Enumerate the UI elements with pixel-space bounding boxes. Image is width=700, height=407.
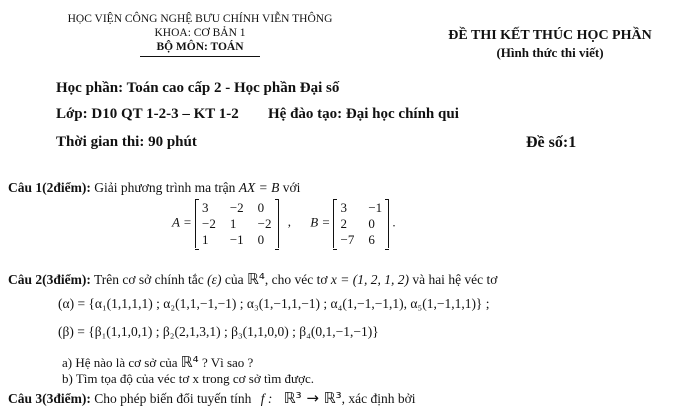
matrix-a-cell: −2 bbox=[257, 216, 272, 231]
q1-matrices: A = 3 −2 0 −2 1 −2 1 −1 0 , B = 3 −1 2 0 −7 6 . bbox=[172, 200, 396, 247]
department-name: BỘ MÔN: TOÁN bbox=[156, 41, 244, 53]
matrix-a-cell: −1 bbox=[229, 232, 244, 247]
q2-text1: Trên cơ sở chính tắc bbox=[94, 272, 204, 287]
q2-part-b: b) Tìm tọa độ của véc tơ x trong cơ sở tìm được. bbox=[62, 371, 315, 386]
r4-symbol-a: ℝ⁴ bbox=[180, 353, 199, 371]
question-3 bbox=[8, 389, 416, 407]
exam-number: Đề số:1 bbox=[526, 134, 577, 151]
question-1 bbox=[8, 180, 300, 196]
alpha-system: (α) = {α₁(1,1,1,1) ; α₂(1,1,−1,−1) ; α₃(1,−1,1,−1) ; α₄(1,−1,−1,1), α₅(1,−1,1,1)} ; bbox=[58, 296, 490, 311]
beta-system: (β) = {β₁(1,1,0,1) ; β₂(2,1,3,1) ; β₃(1,1,0,0) ; β₄(0,1,−1,−1)} bbox=[58, 324, 379, 339]
matrix-b-cell: 0 bbox=[368, 216, 375, 231]
institute-name: HỌC VIỆN CÔNG NGHỆ BƯU CHÍNH VIỄN THÔNG bbox=[67, 13, 333, 25]
header-left bbox=[20, 12, 380, 57]
matrix-a bbox=[195, 199, 279, 248]
header-divider bbox=[140, 56, 260, 57]
exam-title: ĐỀ THI KẾT THÚC HỌC PHẦN bbox=[448, 28, 652, 43]
duration-line: Thời gian thi: 90 phút bbox=[56, 134, 197, 150]
exam-subtitle: (Hình thức thi viết) bbox=[496, 45, 604, 60]
training-line: Hệ đào tạo: Đại học chính qui bbox=[268, 106, 459, 122]
matrix-a-cell: 1 bbox=[229, 216, 237, 231]
matrix-b-cell: 3 bbox=[340, 200, 347, 215]
question-2 bbox=[8, 270, 497, 288]
q1-equation: AX = B bbox=[238, 180, 280, 195]
matrix-a-cell: −2 bbox=[229, 200, 244, 215]
q2-text3: , cho véc tơ bbox=[264, 272, 328, 287]
faculty-name: KHOA: CƠ BẢN 1 bbox=[154, 27, 246, 39]
q2-text4: và hai hệ véc tơ bbox=[412, 272, 498, 287]
q2-part-a-end: ? Vì sao ? bbox=[201, 355, 254, 370]
matrix-a-cell: 0 bbox=[257, 232, 265, 247]
matrix-a-cell: 0 bbox=[257, 200, 265, 215]
q2-basis: (ε) bbox=[207, 272, 222, 287]
matrix-a-cell: −2 bbox=[201, 216, 216, 231]
q2-text2: của bbox=[224, 272, 244, 287]
q3-label: Câu 3(3điểm): bbox=[8, 391, 91, 406]
matrix-b-cell: −1 bbox=[368, 200, 383, 215]
q3-map: ℝ³ → ℝ³ bbox=[283, 389, 342, 407]
matrix-b-cell: 6 bbox=[368, 232, 375, 247]
course-line: Học phần: Toán cao cấp 2 - Học phần Đại số bbox=[56, 80, 340, 96]
matrix-a-cell: 3 bbox=[201, 200, 209, 215]
q2-label: Câu 2(3điểm): bbox=[8, 272, 91, 287]
matrix-a-label: A = bbox=[172, 214, 192, 230]
q2-part-a-text: a) Hệ nào là cơ sở của bbox=[62, 355, 178, 370]
class-line: Lớp: D10 QT 1-2-3 – KT 1-2 bbox=[56, 106, 239, 122]
q2-vector: x = (1, 2, 1, 2) bbox=[330, 272, 409, 287]
matrix-b-cell: 2 bbox=[340, 216, 347, 231]
q3-function: f : bbox=[260, 391, 273, 406]
r4-symbol: ℝ⁴ bbox=[246, 270, 265, 288]
q1-label: Câu 1(2điểm): bbox=[8, 180, 91, 195]
q1-with: với bbox=[282, 180, 301, 195]
q3-text: Cho phép biến đổi tuyến tính bbox=[94, 391, 252, 406]
matrix-a-cell: 1 bbox=[201, 232, 209, 247]
matrix-b-cell: −7 bbox=[340, 232, 355, 247]
q1-text: Giải phương trình ma trận bbox=[94, 180, 236, 195]
matrix-b-label: B = bbox=[310, 214, 331, 230]
q3-end: , xác định bởi bbox=[341, 391, 416, 406]
matrix-b bbox=[333, 199, 389, 248]
q2-part-a bbox=[62, 353, 253, 371]
